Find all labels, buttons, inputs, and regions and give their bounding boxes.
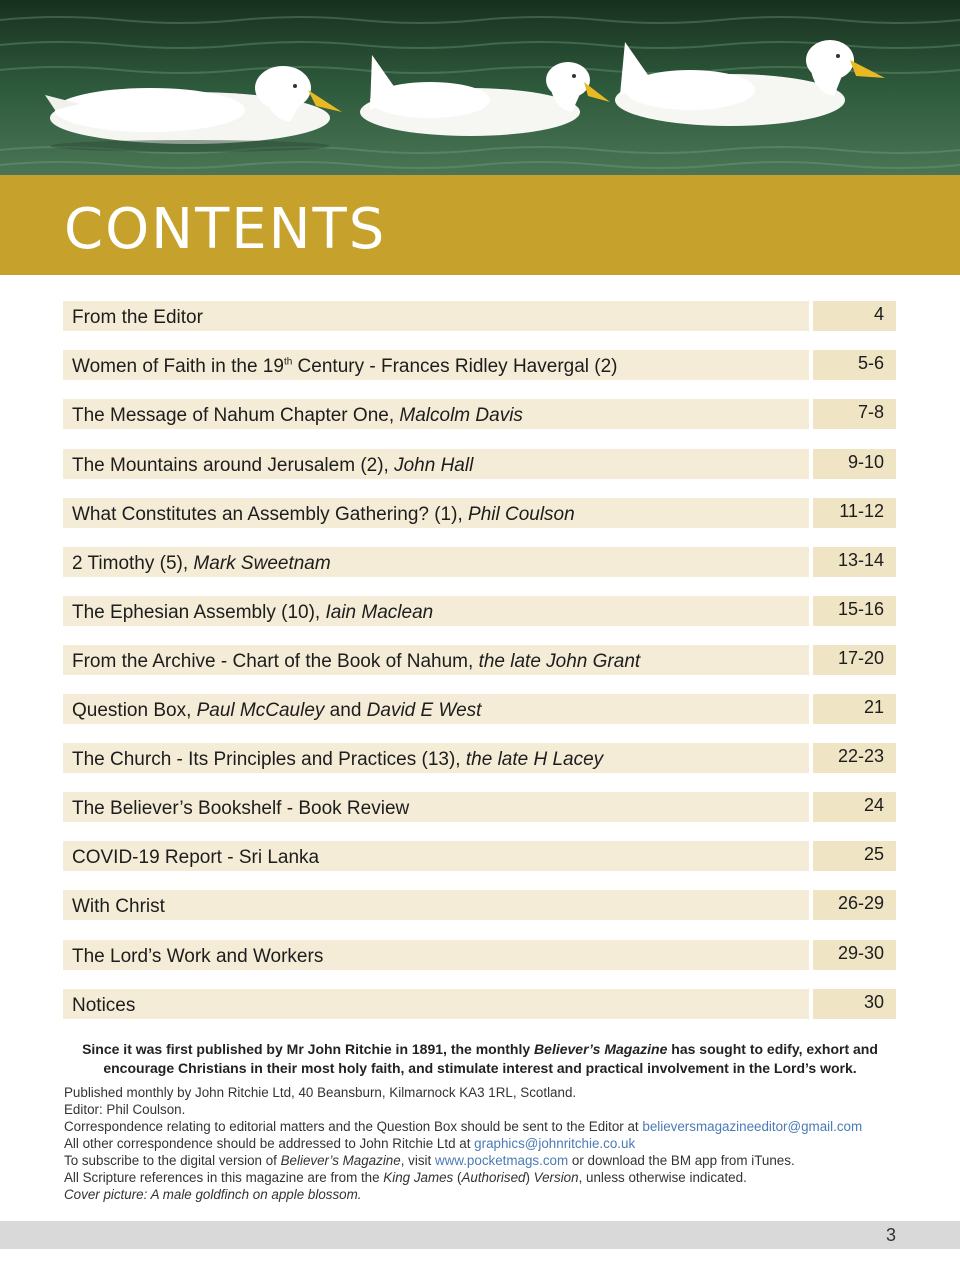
editor-line: Editor: Phil Coulson. <box>64 1102 186 1117</box>
entry-page: 30 <box>813 989 896 1019</box>
contents-entry[interactable] <box>63 547 896 577</box>
other-correspondence-line: All other correspondence should be addressed to John Ritchie Ltd at graphics@johnritchie.co.uk <box>64 1136 636 1151</box>
mission-statement: Since it was first published by Mr John Ritchie in 1891, the monthly Believer’s Magazine has sought to edify, exhort and encourage Christians in their most holy faith, and stimulate interest and practical involvement in the Lord’s work. <box>82 1041 878 1076</box>
contents-entry[interactable] <box>63 841 896 871</box>
entry-title: With Christ <box>63 890 809 920</box>
entry-title: The Message of Nahum Chapter One, Malcolm Davis <box>63 399 809 429</box>
entry-page: 22-23 <box>813 743 896 773</box>
entry-title: Notices <box>63 989 809 1019</box>
page-footer <box>0 1221 960 1249</box>
entry-page: 25 <box>813 841 896 871</box>
entry-title: The Believer’s Bookshelf - Book Review <box>63 792 809 822</box>
entry-page: 4 <box>813 301 896 331</box>
entry-page: 15-16 <box>813 596 896 626</box>
header-photo-ducks <box>0 0 960 175</box>
contents-entry[interactable] <box>63 940 896 970</box>
entry-page: 13-14 <box>813 547 896 577</box>
entry-title: Women of Faith in the 19th Century - Frances Ridley Havergal (2) <box>63 350 809 380</box>
correspondence-line: Correspondence relating to editorial matters and the Question Box should be sent to the Editor at believersmagazineeditor@gmail.com <box>64 1119 863 1134</box>
entry-author: David E West <box>366 700 482 721</box>
scripture-line: All Scripture references in this magazine are from the King James (Authorised) Version, unless otherwise indicated. <box>64 1170 747 1185</box>
contents-entry[interactable] <box>63 694 896 724</box>
entry-author: John Hall <box>394 455 474 476</box>
entry-title: COVID-19 Report - Sri Lanka <box>63 841 809 871</box>
graphics-email-link[interactable]: graphics@johnritchie.co.uk <box>474 1136 636 1151</box>
entry-title: The Church - Its Principles and Practices (13), the late H Lacey <box>63 743 809 773</box>
contents-entry[interactable] <box>63 301 896 331</box>
entry-page: 29-30 <box>813 940 896 970</box>
entry-page: 9-10 <box>813 449 896 479</box>
contents-entry[interactable] <box>63 596 896 626</box>
entry-page: 5-6 <box>813 350 896 380</box>
contents-entry[interactable] <box>63 350 896 380</box>
entry-title: The Mountains around Jerusalem (2), John Hall <box>63 449 809 479</box>
contents-header-band <box>0 175 960 275</box>
subscribe-line: To subscribe to the digital version of Believer’s Magazine, visit www.pocketmags.com or download the BM app from iTunes. <box>64 1153 795 1168</box>
contents-entry[interactable] <box>63 792 896 822</box>
contents-entry[interactable] <box>63 890 896 920</box>
contents-entry[interactable] <box>63 399 896 429</box>
page-title: CONTENTS <box>64 197 387 262</box>
entry-title: From the Editor <box>63 301 809 331</box>
contents-entry[interactable] <box>63 498 896 528</box>
entry-page: 26-29 <box>813 890 896 920</box>
page-number: 3 <box>885 1225 896 1245</box>
entry-author: Paul McCauley <box>196 700 325 721</box>
contents-entry[interactable] <box>63 645 896 675</box>
entry-title: Question Box, Paul McCauley and David E West <box>63 694 809 724</box>
entry-title: 2 Timothy (5), Mark Sweetnam <box>63 547 809 577</box>
editor-email-link[interactable]: believersmagazineeditor@gmail.com <box>642 1119 863 1134</box>
entry-title: What Constitutes an Assembly Gathering? (1), Phil Coulson <box>63 498 809 528</box>
entry-title: From the Archive - Chart of the Book of Nahum, the late John Grant <box>63 645 809 675</box>
entry-author: Iain Maclean <box>325 602 434 623</box>
contents-entry[interactable] <box>63 449 896 479</box>
entry-author: the late H Lacey <box>465 749 604 770</box>
published-line: Published monthly by John Ritchie Ltd, 40 Beansburn, Kilmarnock KA3 1RL, Scotland. <box>64 1085 577 1100</box>
entry-page: 24 <box>813 792 896 822</box>
entry-page: 11-12 <box>813 498 896 528</box>
entry-title: The Lord’s Work and Workers <box>63 940 809 970</box>
entry-author: the late John Grant <box>478 651 641 672</box>
contents-entry[interactable] <box>63 989 896 1019</box>
entry-author: Malcolm Davis <box>399 405 523 426</box>
entry-author: Phil Coulson <box>468 504 575 525</box>
contents-entry[interactable] <box>63 743 896 773</box>
entry-page: 21 <box>813 694 896 724</box>
entry-title: The Ephesian Assembly (10), Iain Maclean <box>63 596 809 626</box>
pocketmags-link[interactable]: www.pocketmags.com <box>434 1153 569 1168</box>
entry-page: 17-20 <box>813 645 896 675</box>
publication-info <box>64 1084 904 1203</box>
entry-page: 7-8 <box>813 399 896 429</box>
ducks-illustration <box>0 0 960 175</box>
cover-caption: Cover picture: A male goldfinch on apple blossom. <box>64 1187 362 1202</box>
entry-author: Mark Sweetnam <box>193 553 331 574</box>
